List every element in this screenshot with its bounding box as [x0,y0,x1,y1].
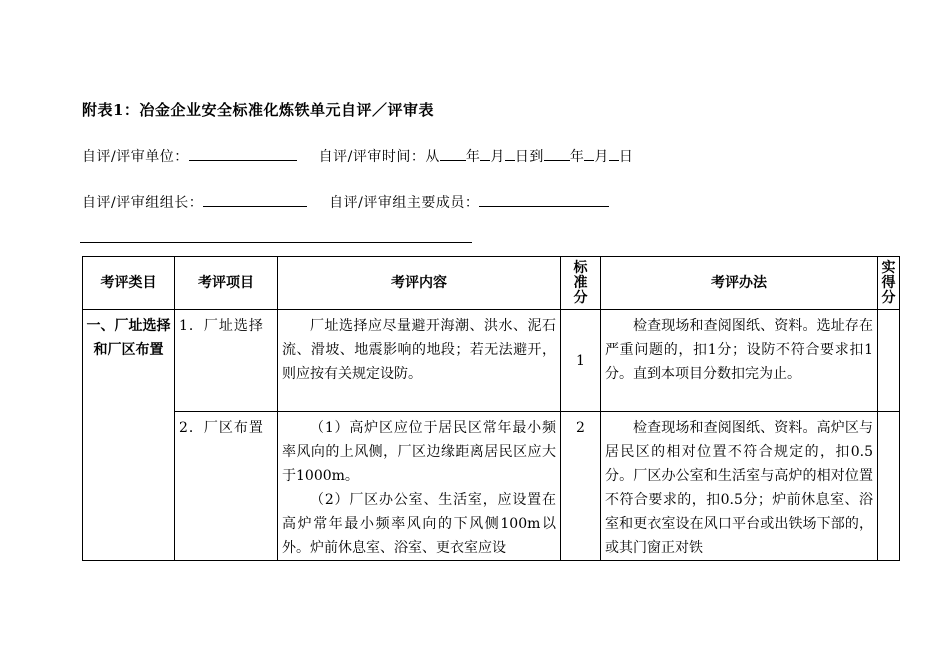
members-label: 自评/评审组主要成员： [329,195,480,211]
content-cell [278,412,561,561]
table-row [83,412,900,561]
content-paragraph: （2）厂区办公室、生活室，应设置在高炉常年最小频率风向的下风侧100m以外。炉前休息室、浴室、更衣室应设 [282,492,556,556]
score-cell: 1 [561,310,601,412]
header-score [561,257,601,310]
year-label: 年 [465,149,481,165]
unit-blank [189,146,297,161]
leader-blank [203,192,307,207]
members-blank [479,192,609,207]
actual-score-cell [878,412,900,561]
header-item: 考评项目 [175,257,278,310]
content-paragraph: 厂址选择应尽量避开海潮、洪水、泥石流、滑坡、地震影响的地段；若无法避开，则应按有关规定设防。 [282,318,556,382]
content-cell [278,310,561,412]
method-paragraph: 检查现场和查阅图纸、资料。高炉区与居民区的相对位置不符合规定的，扣0.5分。厂区办公室和生活室与高炉的相对位置不符合要求的，扣0.5分；炉前休息室、浴室和更衣室设在风口平台或出铁场下部的，或其门窗正对铁 [605,420,873,556]
actual-score-cell [878,310,900,412]
score-cell: 2 [561,412,601,561]
end-day-blank [609,146,619,161]
time-label: 自评/评审时间：从 [318,149,440,165]
start-year-blank [440,146,466,161]
day-to-label: 日到 [514,149,544,165]
item-cell: 1．厂址选择 [175,310,278,412]
leader-members-line [82,192,609,212]
item-cell: 2．厂区布置 [175,412,278,561]
unit-time-line [82,146,633,166]
month-label: 月 [490,149,505,165]
start-day-blank [505,146,515,161]
page-title: 附表1：冶金企业安全标准化炼铁单元自评／评审表 [82,101,434,119]
method-cell [601,310,878,412]
end-month-blank [584,146,594,161]
category-cell: 一、厂址选择和厂区布置 [83,310,175,561]
year-label-2: 年 [569,149,585,165]
unit-label: 自评/评审单位： [82,149,189,165]
header-content: 考评内容 [278,257,561,310]
table-row [83,310,900,412]
header-category: 考评类目 [83,257,175,310]
table-header-row [83,257,900,310]
day-label: 日 [618,149,634,165]
leader-label: 自评/评审组组长： [82,195,204,211]
content-paragraph: （1）高炉区应位于居民区常年最小频率风向的上风侧，厂区边缘距离居民区应大于1000m。 [282,420,556,484]
end-year-blank [544,146,570,161]
method-cell [601,412,878,561]
evaluation-table [82,256,900,561]
method-paragraph: 检查现场和查阅图纸、资料。选址存在严重问题的，扣1分；设防不符合要求扣1分。直到本项目分数扣完为止。 [605,318,873,382]
divider-line [80,242,472,243]
month-label-2: 月 [594,149,609,165]
header-actual-text: 实得分 [881,259,896,306]
start-month-blank [480,146,490,161]
header-actual [878,257,900,310]
header-score-text: 标准分 [573,259,588,306]
header-method: 考评办法 [601,257,878,310]
